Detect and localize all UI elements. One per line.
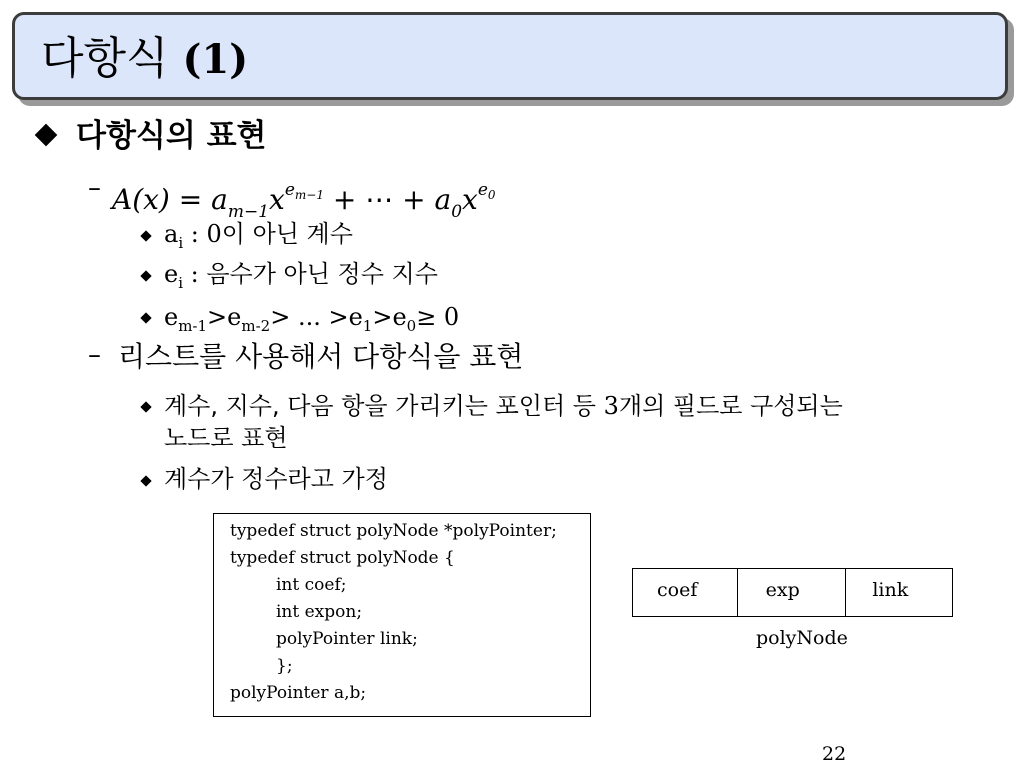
polynode-diagram (632, 568, 953, 617)
list-item-ei: $e_i$ : 음수가 아닌 정수 지수 (164, 260, 438, 292)
code-line: polyPointer a,b; (230, 683, 367, 703)
slide-title (41, 33, 248, 86)
list-item-exponent-order: $e_{m-1}>e_{m-2}>$ ... $>e_1>e_0\ge 0$ (164, 303, 460, 335)
small-diamond-bullet-icon (140, 312, 151, 323)
small-diamond-bullet-icon (140, 401, 151, 412)
formula-a0: a (434, 183, 452, 216)
title-korean: 다항식 (41, 33, 169, 84)
code-line: typedef struct polyNode { (230, 548, 455, 568)
list-item-node-fields: 계수, 지수, 다음 항을 가리키는 포인터 등 3개의 필드로 구성되는 (164, 392, 843, 420)
formula-eq: = (178, 183, 203, 216)
list-heading: 리스트를 사용해서 다항식을 표현 (118, 340, 524, 373)
formula-sub-m1: m−1 (227, 202, 270, 222)
list-item-integer-coef: 계수가 정수라고 가정 (164, 465, 388, 493)
code-line: typedef struct polyNode *polyPointer; (230, 521, 557, 541)
diamond-bullet-icon (35, 124, 58, 147)
code-line: int coef; (276, 575, 347, 595)
node-field-coef: coef (633, 569, 738, 616)
formula-x: x (269, 183, 285, 216)
node-field-link: link (872, 579, 909, 601)
formula-sup-sub: m−1 (294, 188, 324, 202)
formula-sup-e: e (284, 180, 295, 200)
code-line: polyPointer link; (276, 629, 418, 649)
code-line: int expon; (276, 602, 363, 622)
polynode-label: polyNode (756, 627, 848, 649)
small-diamond-bullet-icon (140, 475, 151, 486)
code-box (213, 513, 591, 717)
list-item-node-fields-cont: 노드로 표현 (164, 424, 288, 452)
formula-a: a (211, 183, 228, 216)
heading-polynomial-representation: 다항식의 표현 (76, 118, 267, 154)
formula-sup-e0: e (477, 180, 488, 200)
node-field-exp: exp (738, 569, 847, 616)
formula-sub-0: 0 (451, 202, 463, 222)
formula-lhs: A(x) (112, 183, 170, 216)
page-number: 22 (822, 743, 847, 765)
formula-x0: x (462, 183, 478, 216)
list-item-ai: $a_i$ : 0이 아닌 계수 (164, 220, 353, 252)
code-line: }; (276, 656, 293, 676)
dash-bullet-formula: – (88, 173, 101, 203)
small-diamond-bullet-icon (140, 270, 151, 281)
title-number: (1) (182, 36, 249, 83)
formula-sup0-sub: 0 (487, 188, 496, 202)
small-diamond-bullet-icon (140, 230, 151, 241)
dash-bullet-list: – (88, 340, 101, 370)
title-box (12, 12, 1008, 100)
formula-dots: + ⋯ + (332, 183, 426, 216)
